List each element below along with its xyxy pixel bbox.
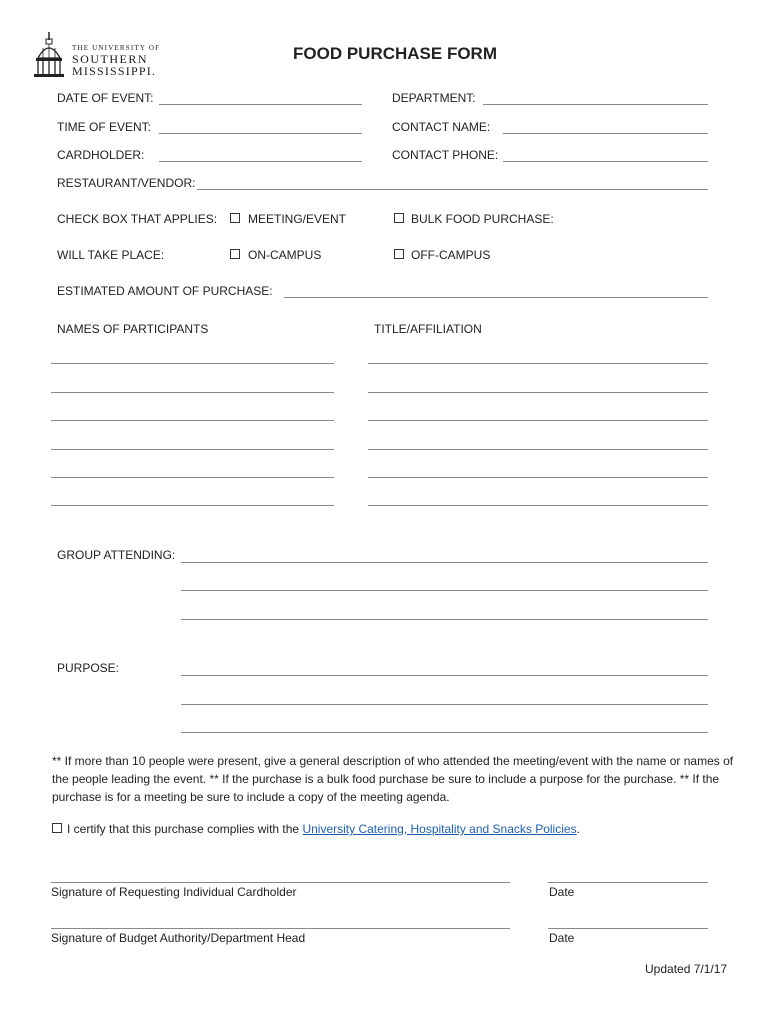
will-take-place-label: WILL TAKE PLACE: — [57, 248, 165, 262]
policies-link[interactable]: University Catering, Hospitality and Snacks Policies — [302, 822, 577, 836]
group-attending-label: GROUP ATTENDING: — [57, 548, 176, 562]
restaurant-vendor-label: RESTAURANT/VENDOR: — [57, 176, 196, 190]
contact-phone-field[interactable] — [503, 161, 708, 162]
contact-phone-label: CONTACT PHONE: — [392, 148, 499, 162]
estimated-amount-label: ESTIMATED AMOUNT OF PURCHASE: — [57, 284, 273, 298]
university-logo — [34, 32, 164, 80]
estimated-amount-field[interactable] — [284, 297, 708, 298]
on-campus-label: ON-CAMPUS — [248, 248, 322, 262]
group-attending-field[interactable] — [181, 590, 708, 591]
meeting-event-checkbox[interactable] — [230, 213, 240, 223]
certify-text: I certify that this purchase complies with the — [67, 822, 300, 836]
bulk-food-purchase-label: BULK FOOD PURCHASE: — [411, 212, 554, 226]
instructions-text: ** If more than 10 people were present, give a general description of who attended the meeting/event with the name or names of the people leading the event. ** If the purchase is a bulk food purchase be sure to include a purpose for the purchase. ** If the purchase is for a meeting be sure to include a copy of the meeting agenda. — [52, 754, 734, 804]
date-of-event-label: DATE OF EVENT: — [57, 91, 154, 105]
budget-authority-signature-label: Signature of Budget Authority/Department Head — [51, 931, 306, 945]
group-attending-field[interactable] — [181, 562, 708, 563]
certify-checkbox[interactable] — [52, 823, 62, 833]
purpose-field[interactable] — [181, 675, 708, 676]
purpose-field[interactable] — [181, 732, 708, 733]
on-campus-checkbox[interactable] — [230, 249, 240, 259]
cardholder-signature-label: Signature of Requesting Individual Cardholder — [51, 885, 297, 899]
bulk-food-purchase-checkbox[interactable] — [394, 213, 404, 223]
budget-authority-signature-field[interactable] — [51, 928, 510, 929]
contact-name-label: CONTACT NAME: — [392, 120, 491, 134]
date-of-event-field[interactable] — [159, 104, 362, 105]
participant-title-field[interactable] — [368, 477, 708, 478]
participant-title-field[interactable] — [368, 420, 708, 421]
cardholder-label: CARDHOLDER: — [57, 148, 145, 162]
participant-name-field[interactable] — [51, 420, 334, 421]
department-field[interactable] — [483, 104, 708, 105]
meeting-event-label: MEETING/EVENT — [248, 212, 347, 226]
contact-name-field[interactable] — [503, 133, 708, 134]
budget-authority-date-field[interactable] — [548, 928, 708, 929]
participant-name-field[interactable] — [51, 363, 334, 364]
certify-period: . — [576, 822, 580, 836]
restaurant-vendor-field[interactable] — [197, 189, 708, 190]
participant-title-field[interactable] — [368, 392, 708, 393]
time-of-event-field[interactable] — [159, 133, 362, 134]
cardholder-date-label: Date — [549, 885, 575, 899]
certify-statement — [67, 822, 580, 836]
participant-name-field[interactable] — [51, 505, 334, 506]
participant-title-field[interactable] — [368, 505, 708, 506]
participant-name-field[interactable] — [51, 477, 334, 478]
department-label: DEPARTMENT: — [392, 91, 476, 105]
check-box-that-applies-label: CHECK BOX THAT APPLIES: — [57, 212, 218, 226]
purpose-field[interactable] — [181, 704, 708, 705]
off-campus-label: OFF-CAMPUS — [411, 248, 491, 262]
cardholder-signature-field[interactable] — [51, 882, 510, 883]
participant-name-field[interactable] — [51, 449, 334, 450]
page-title: FOOD PURCHASE FORM — [293, 44, 497, 63]
logo-line-2: SOUTHERN — [72, 52, 149, 66]
logo-line-3: MISSISSIPPI. — [72, 64, 157, 78]
updated-date: Updated 7/1/17 — [645, 962, 728, 976]
budget-authority-date-label: Date — [549, 931, 575, 945]
time-of-event-label: TIME OF EVENT: — [57, 120, 152, 134]
names-of-participants-header: NAMES OF PARTICIPANTS — [57, 322, 209, 336]
instructions-note — [52, 752, 742, 806]
cardholder-date-field[interactable] — [548, 882, 708, 883]
cardholder-field[interactable] — [159, 161, 362, 162]
off-campus-checkbox[interactable] — [394, 249, 404, 259]
dome-logo-icon — [34, 32, 64, 78]
participant-title-field[interactable] — [368, 363, 708, 364]
logo-line-1: THE UNIVERSITY OF — [72, 44, 161, 52]
group-attending-field[interactable] — [181, 619, 708, 620]
title-affiliation-header: TITLE/AFFILIATION — [374, 322, 482, 336]
participant-name-field[interactable] — [51, 392, 334, 393]
purpose-label: PURPOSE: — [57, 661, 120, 675]
participant-title-field[interactable] — [368, 449, 708, 450]
